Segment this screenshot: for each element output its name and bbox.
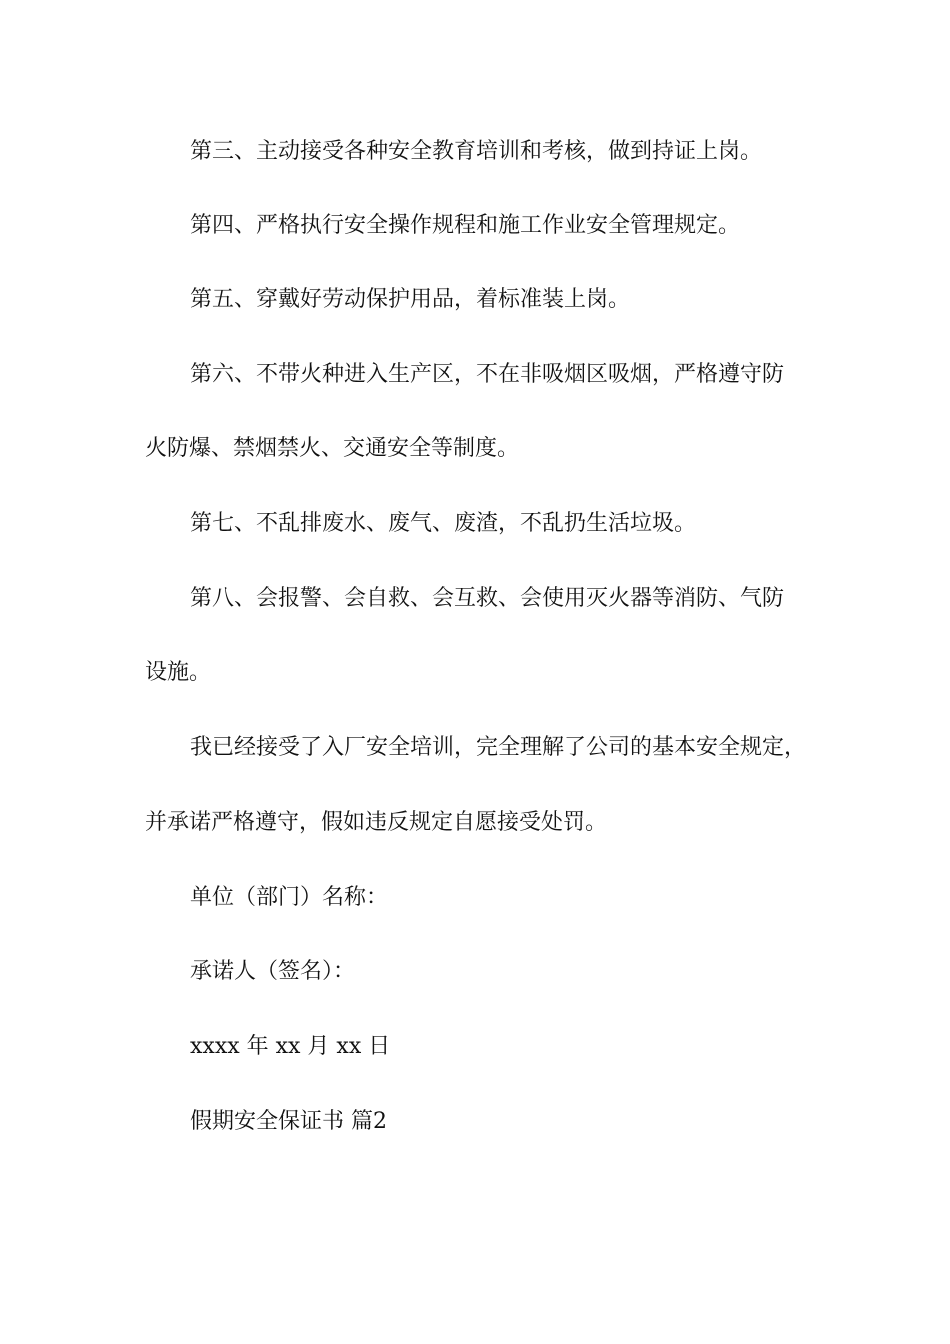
signer-label: 承诺人（签名）： bbox=[190, 959, 356, 984]
pledge-line-2: 并承诺严格遵守，假如违反规定自愿接受处罚。 bbox=[145, 810, 608, 835]
next-section-title: 假期安全保证书 篇2 bbox=[190, 1109, 387, 1134]
clause-3: 第三、主动接受各种安全教育培训和考核，做到持证上岗。 bbox=[190, 139, 763, 164]
clause-6-line-2: 火防爆、禁烟禁火、交通安全等制度。 bbox=[145, 436, 520, 461]
clause-6-line-1: 第六、不带火种进入生产区，不在非吸烟区吸烟，严格遵守防 bbox=[190, 362, 785, 387]
clause-4: 第四、严格执行安全操作规程和施工作业安全管理规定。 bbox=[190, 213, 741, 238]
unit-name-label: 单位（部门）名称： bbox=[190, 885, 389, 910]
clause-8-line-2: 设施。 bbox=[145, 660, 212, 685]
clause-5: 第五、穿戴好劳动保护用品，着标准装上岗。 bbox=[190, 287, 631, 312]
pledge-line-1: 我已经接受了入厂安全培训，完全理解了公司的基本安全规定， bbox=[190, 735, 807, 760]
date-line: xxxx 年 xx 月 xx 日 bbox=[190, 1034, 391, 1059]
clause-7: 第七、不乱排废水、废气、废渣，不乱扔生活垃圾。 bbox=[190, 511, 697, 536]
clause-8-line-1: 第八、会报警、会自救、会互救、会使用灭火器等消防、气防 bbox=[190, 586, 785, 611]
